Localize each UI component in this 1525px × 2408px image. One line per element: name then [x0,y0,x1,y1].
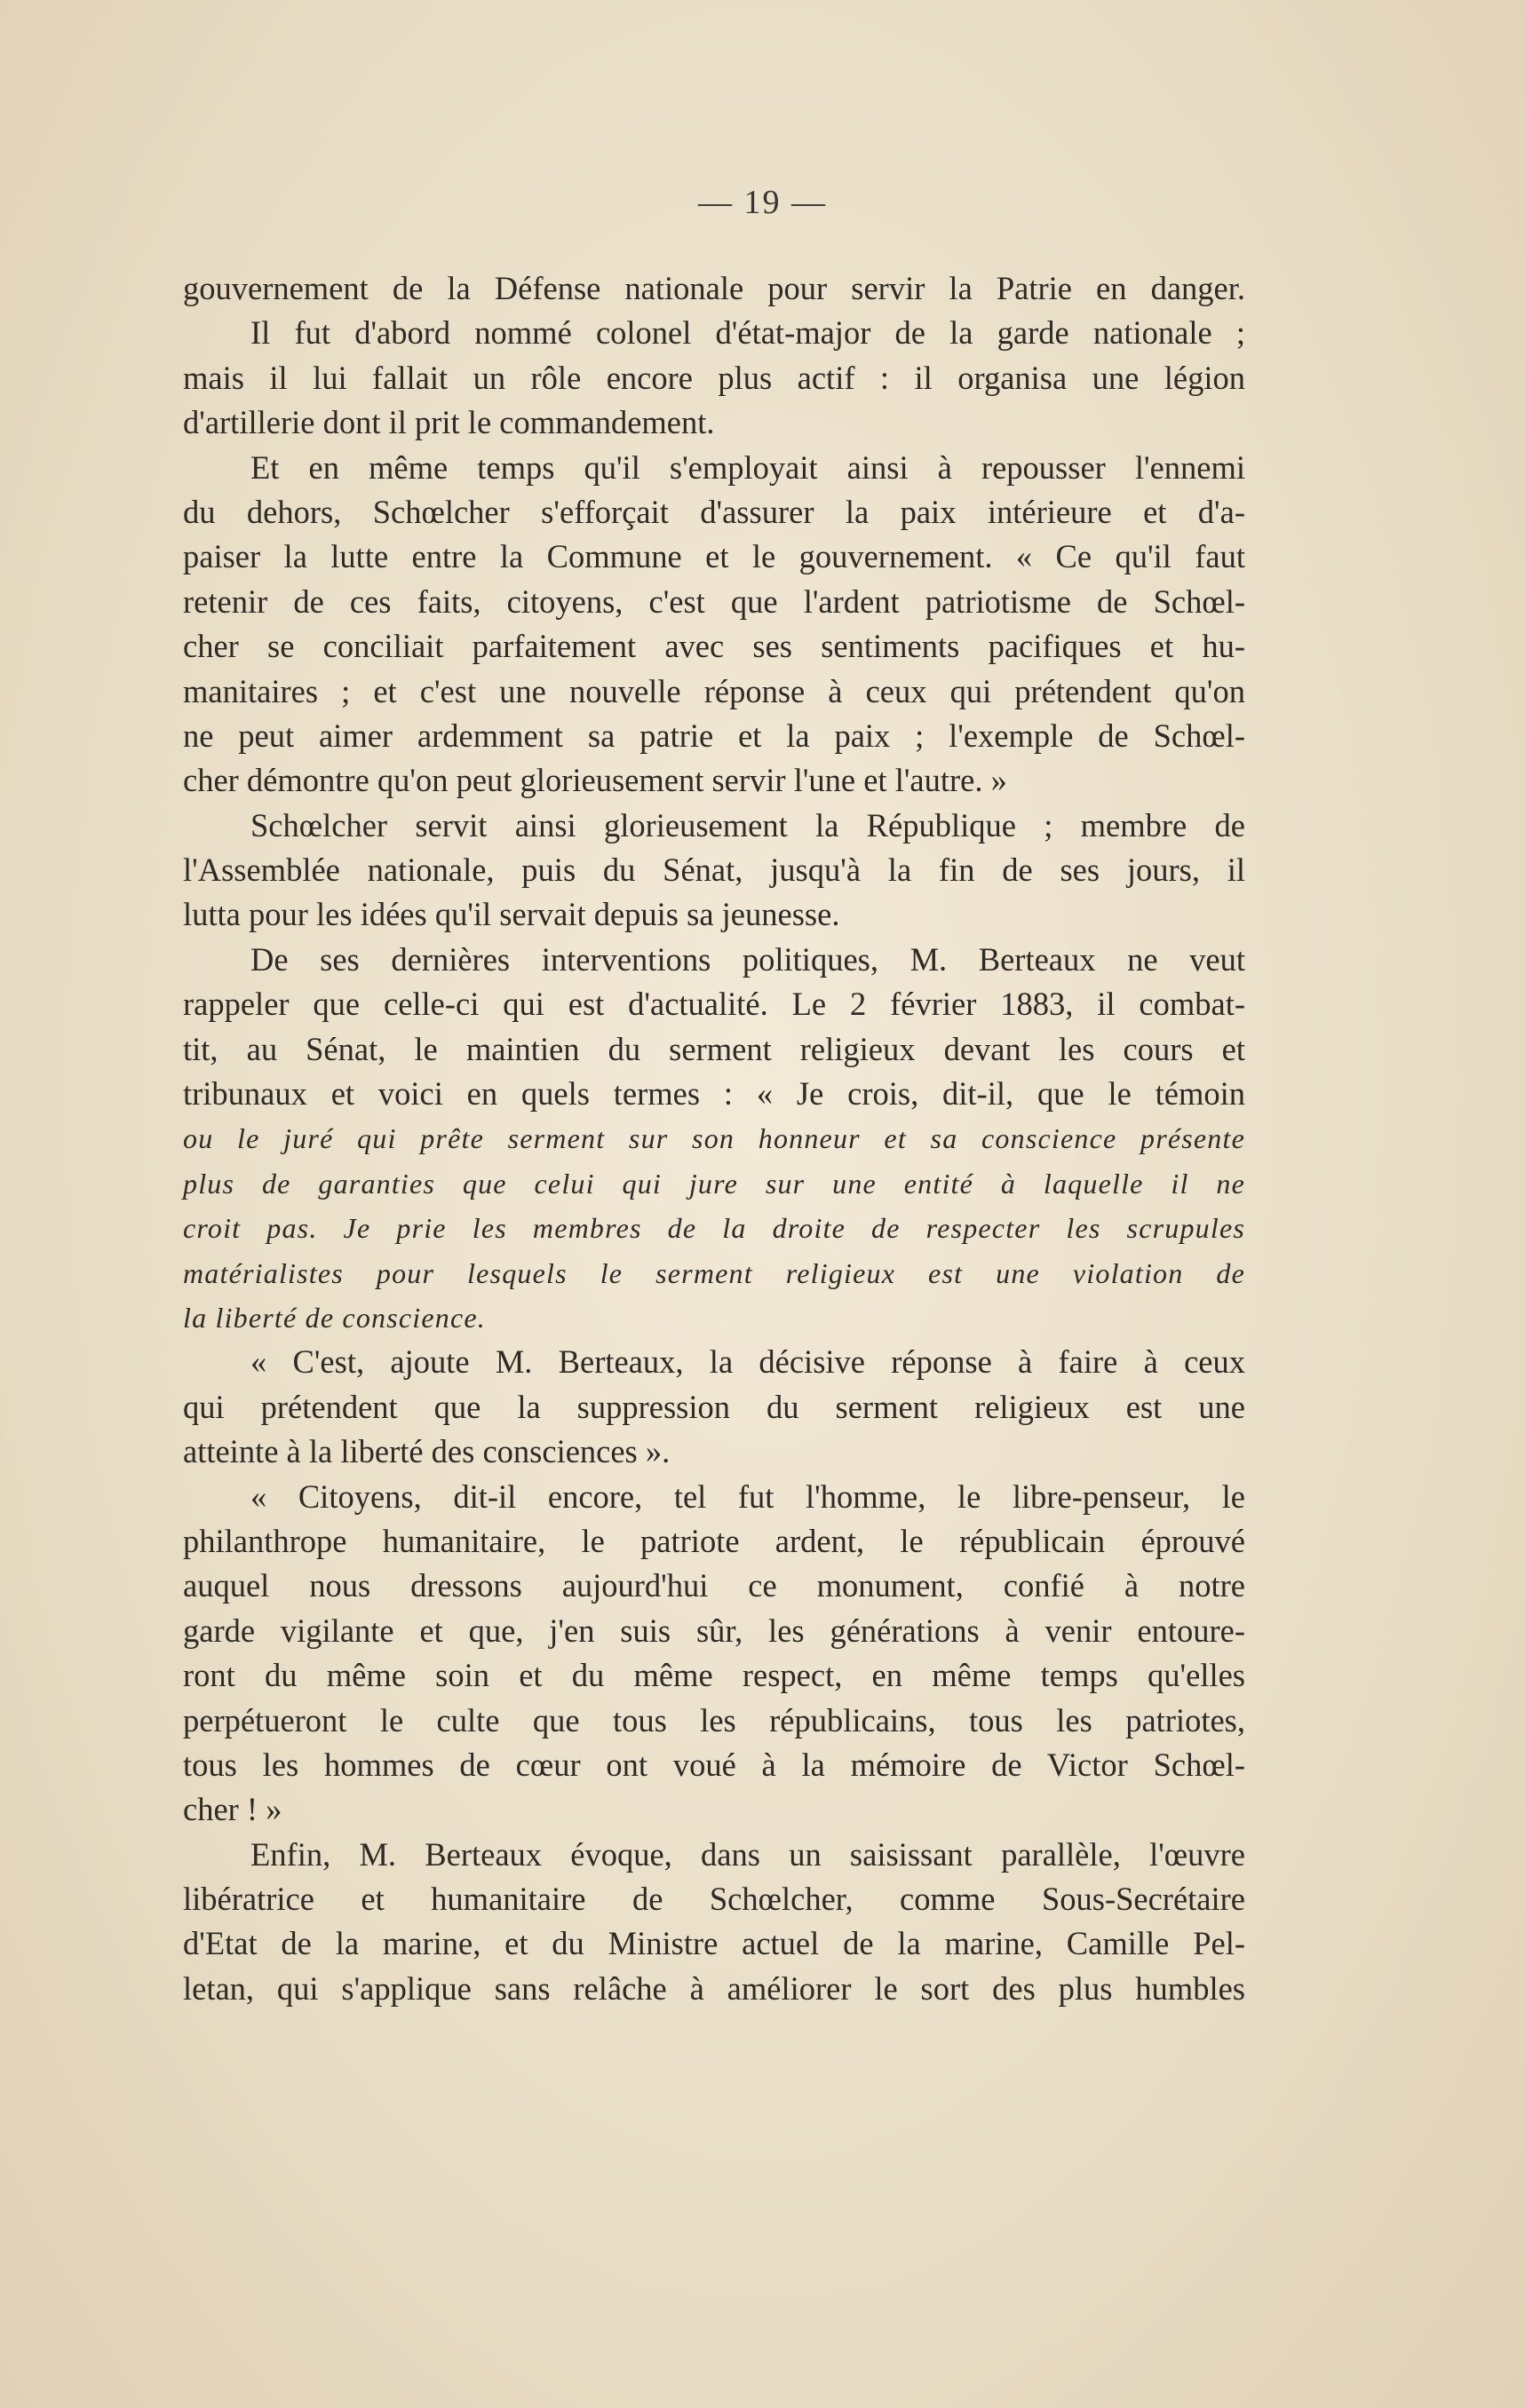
text-line: De ses dernières interventions politiques, M. Berteaux ne veut [250,940,1245,978]
text-line: ne peut aimer ardemment sa patrie et la paix ; l'exemple de Schœl- [183,717,1245,754]
text-line: manitaires ; et c'est une nouvelle réponse à ceux qui prétendent qu'on [183,672,1245,709]
text-line: retenir de ces faits, citoyens, c'est que l'ardent patriotisme de Schœl- [183,582,1245,620]
text-line: Il fut d'abord nommé colonel d'état-major de la garde nationale ; [250,314,1245,352]
text-line: Enfin, M. Berteaux évoque, dans un saisissant parallèle, l'œuvre [250,1835,1245,1873]
text-line: perpétueront le culte que tous les républicains, tous les patriotes, [183,1701,1245,1739]
text-line: d'Etat de la marine, et du Ministre actuel de la marine, Camille Pel- [183,1925,1245,1962]
text-line: auquel nous dressons aujourd'hui ce monument, confié à notre [183,1567,1245,1604]
text-line: l'Assemblée nationale, puis du Sénat, jusqu'à la fin de ses jours, il [183,852,1245,889]
text-line: lutta pour les idées qu'il servait depuis sa jeunesse. [183,896,840,933]
page-number: — 19 — [698,184,827,221]
text-line: paiser la lutte entre la Commune et le gouvernement. « Ce qu'il faut [183,538,1245,575]
text-line: ront du même soin et du même respect, en même temps qu'elles [183,1657,1245,1694]
text-line: qui prétendent que la suppression du serment religieux est une [183,1388,1245,1425]
text-line: plus de garanties que celui qui jure sur une entité à laquelle il ne [183,1167,1245,1200]
text-line: ou le juré qui prête serment sur son honneur et sa conscience présente [183,1122,1245,1155]
text-line: du dehors, Schœlcher s'efforçait d'assurer la paix intérieure et d'a- [183,493,1245,530]
text-line: letan, qui s'applique sans relâche à améliorer le sort des plus humbles [183,1969,1245,2007]
text-line: libératrice et humanitaire de Schœlcher, comme Sous-Secrétaire [183,1881,1245,1918]
text-line: atteinte à la liberté des consciences ». [183,1433,671,1470]
text-line: cher démontre qu'on peut glorieusement servir l'une et l'autre. » [183,762,1007,799]
text-line: tous les hommes de cœur ont voué à la mémoire de Victor Schœl- [183,1746,1245,1783]
body-text [183,266,1245,2011]
text-line: tit, au Sénat, le maintien du serment religieux devant les cours et [183,1030,1245,1067]
text-line: Et en même temps qu'il s'employait ainsi à repousser l'ennemi [250,448,1245,486]
text-line: « C'est, ajoute M. Berteaux, la décisive réponse à faire à ceux [250,1343,1245,1381]
text-line: cher se conciliait parfaitement avec ses sentiments pacifiques et hu- [183,628,1245,665]
text-line: croit pas. Je prie les membres de la droite de respecter les scrupules [183,1212,1245,1245]
text-line: la liberté de conscience. [183,1301,486,1334]
text-line: matérialistes pour lesquels le serment religieux est une violation de [183,1256,1245,1289]
text-line: tribunaux et voici en quels termes : « Je crois, dit-il, que le témoin [183,1075,1245,1113]
text-line: cher ! » [183,1791,282,1828]
text-line: « Citoyens, dit-il encore, tel fut l'homme, le libre-penseur, le [250,1477,1245,1515]
text-line: d'artillerie dont il prit le commandement. [183,404,715,441]
text-line: mais il lui fallait un rôle encore plus actif : il organisa une légion [183,359,1245,396]
text-line: garde vigilante et que, j'en suis sûr, les générations à venir entoure- [183,1612,1245,1649]
text-line: philanthrope humanitaire, le patriote ardent, le républicain éprouvé [183,1522,1245,1559]
text-line: Schœlcher servit ainsi glorieusement la République ; membre de [250,806,1245,844]
text-line: gouvernement de la Défense nationale pour servir la Patrie en danger. [183,270,1245,306]
text-line: rappeler que celle-ci qui est d'actualité. Le 2 février 1883, il combat- [183,986,1245,1023]
